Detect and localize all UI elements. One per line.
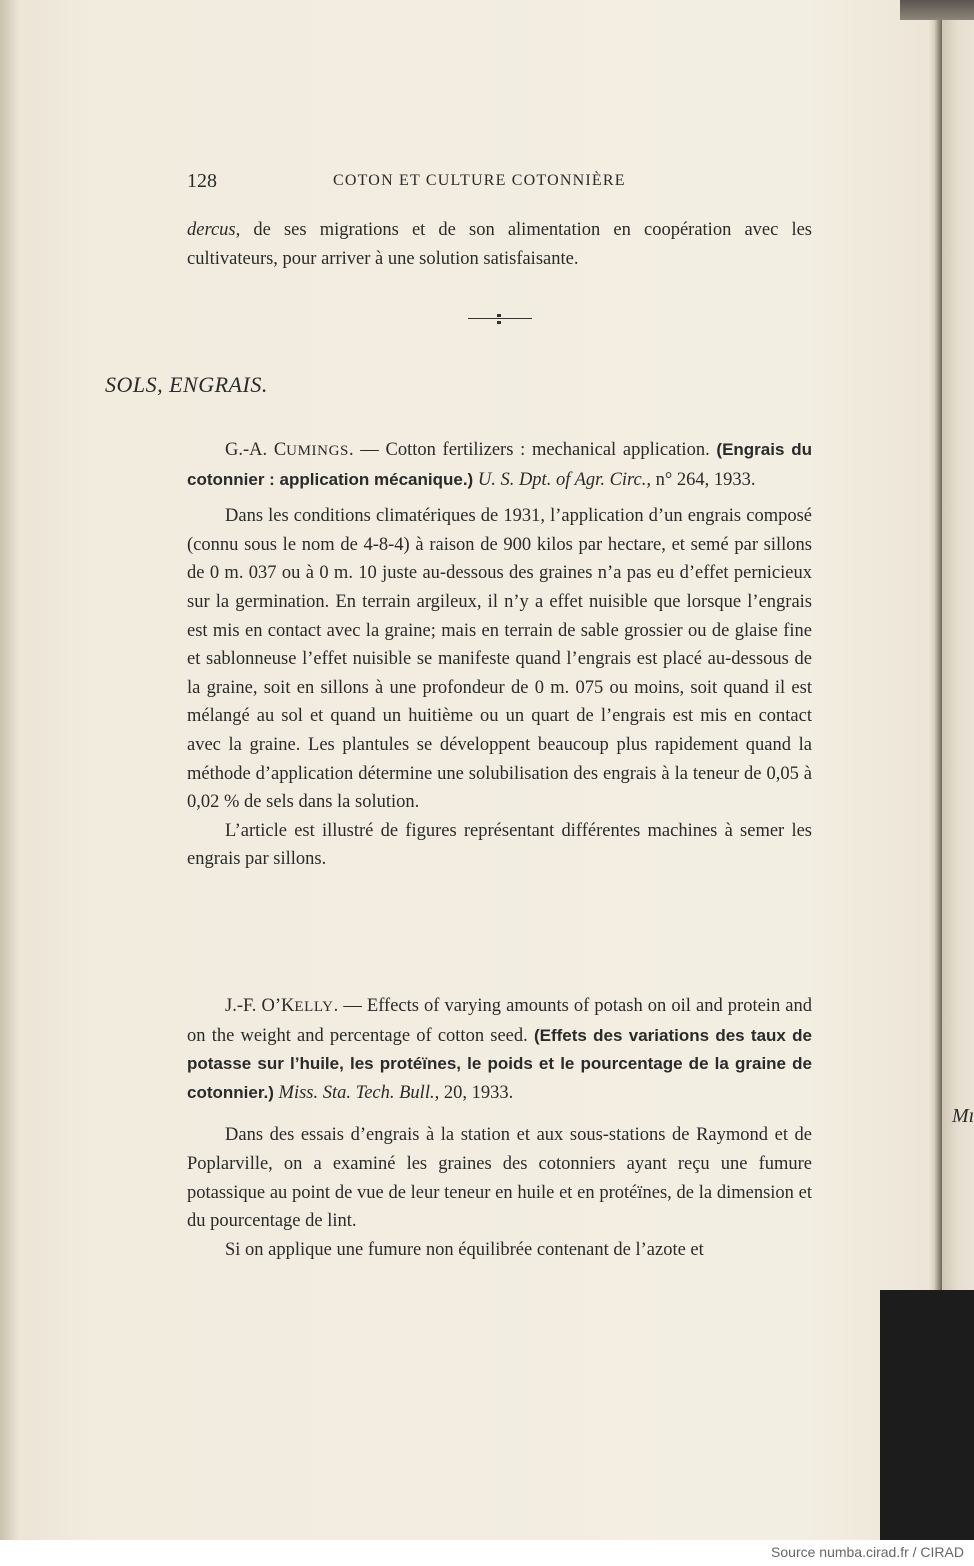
source-issue: 20, 1933. [439, 1082, 514, 1103]
divider-dot-top [497, 314, 501, 317]
author-name-small-caps: UMINGS [286, 443, 349, 459]
title-french: (Effets des variations des taux de potasse sur l’huile, les protéïnes, le poids et le pourcentage de la graine de cotonnier.) [187, 1025, 813, 1102]
title-english: . — Effects of varying amounts of potash on oil and protein and on the weight and percentage of cotton seed. [187, 996, 812, 1046]
facing-page-fragment: Mı [952, 1105, 974, 1127]
divider-line [468, 318, 532, 319]
title-english: . — Cotton fertilizers : mechanical application. [348, 440, 710, 460]
abstract-paragraph: Dans les conditions climatériques de 1931, l’application d’un engrais composé (connu sous le nom de 4-8-4) à raison de 900 kilos par hectare, et semé par sillons de 0 m. 037 ou à 0 m. 10 juste au-dessous des graines n’a pas eu d’effet pernicieux sur la germination. En terrain argileux, il n’y a effet nuisible que lorsque l’engrais est mis en contact avec la graine; mais en terrain de sable grossier ou de glaise fine et sablonneuse l’effet nuisible se manifeste quand l’engrais est placé au-dessous de la graine, soit en sillons à une profondeur de 0 m. 075 ou moins, soit quand il est mélangé au sol et quand un huitième ou un quart de l’engrais est mis en contact avec la graine. Les plantules se développent beaucoup plus rapidement quand la méthode d’application détermine une solubilisation des engrais à la teneur de 0,05 à 0,02 % de sels dans la solution. [187, 506, 812, 813]
divider-dot-bottom [497, 321, 501, 324]
entry-cumings-citation [187, 436, 812, 494]
running-title: COTON ET CULTURE COTONNIÈRE [333, 172, 626, 189]
entry-okelly [187, 992, 812, 1264]
source-credit: Source numba.cirad.fr / CIRAD [771, 1544, 964, 1560]
running-head [187, 170, 812, 194]
source-journal: Miss. Sta. Tech. Bull., [273, 1082, 440, 1103]
intro-paragraph [187, 216, 812, 273]
left-page-edge [0, 0, 22, 1540]
source-bar [0, 1540, 974, 1566]
author-name: J.-F. O’K [225, 996, 295, 1016]
entry-cumings [187, 436, 812, 874]
source-journal: U. S. Dpt. of Agr. Circ., [473, 469, 652, 490]
book-top-edge [900, 0, 974, 20]
section-heading: SOLS, ENGRAIS. [105, 372, 268, 397]
abstract-paragraph: L’article est illustré de figures représentant différentes machines à semer les engrais par sillons. [187, 820, 812, 870]
section-divider [468, 314, 532, 324]
author-name: G.-A. C [225, 440, 287, 460]
scan-dark-corner [880, 1290, 974, 1540]
page-number: 128 [187, 170, 217, 192]
intro-text: de ses migrations et de son alimentation en coopération avec les cultivateurs, pour arriver à une solution satisfaisante. [187, 220, 812, 269]
author-name-small-caps: ELLY [294, 999, 334, 1015]
title-french: (Engrais du cotonnier : application mécanique.) [187, 440, 812, 489]
source-issue: n° 264, 1933. [651, 469, 756, 490]
entry-okelly-citation [187, 992, 812, 1107]
abstract-paragraph: Si on applique une fumure non équilibrée contenant de l’azote et [225, 1239, 704, 1260]
abstract-paragraph: Dans des essais d’engrais à la station et aux sous-stations de Raymond et de Poplarville, on a examiné les graines des cotonniers ayant reçu une fumure potassique au point de vue de leur teneur en huile et en protéïnes, de la dimension et du pourcentage de lint. [187, 1125, 812, 1232]
intro-term: dercus, [187, 220, 241, 240]
